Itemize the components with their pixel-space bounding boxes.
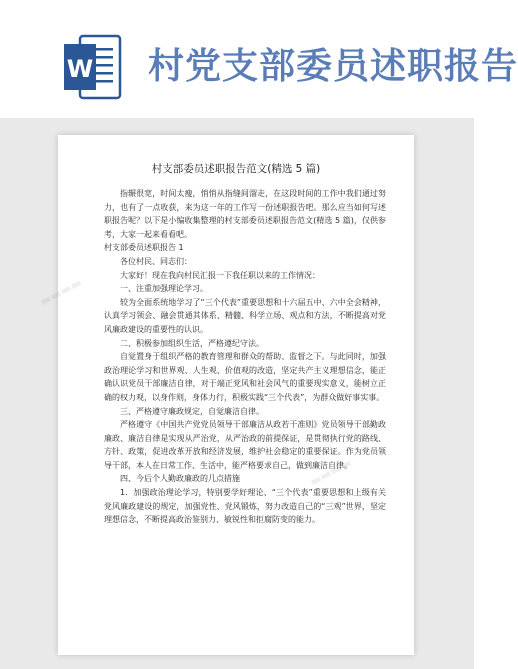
- document-paragraph: 各位村民、同志们：: [120, 256, 192, 266]
- watermark: ▬▬▬▬: [37, 275, 84, 309]
- word-document-icon: [64, 34, 122, 100]
- document-paragraph: 严格遵守《中国共产党党员领导干部廉洁从政若干准则》党员领导干部勤政廉政、廉洁自律是实现从严治党，从严治政的前提保证，是贯彻执行党的路线、方针、政策，促进改革开放和经济发展，维护社会稳定的重要保证。作为党员领导干部，本人在日常工作、生活中，能严格要求自己，做到廉洁自律。: [104, 420, 386, 470]
- document-paragraph: 四、今后个人勤政廉政的几点措施: [120, 474, 240, 484]
- watermark: ▬▬▬▬: [307, 455, 354, 489]
- document-body: [104, 187, 386, 527]
- header-banner: [0, 0, 518, 118]
- document-page: [37, 135, 414, 655]
- document-paragraph: 村支部委员述职报告 1: [104, 243, 184, 253]
- document-paragraph: 三、严格遵守廉政规定，自觉廉洁自律。: [120, 406, 264, 416]
- document-title: 村支部委员述职报告范文(精选 5 篇): [151, 163, 321, 175]
- document-paragraph: 较为全面系统地学习了“三个代表”重要思想和十六届五中、六中全会精神，认真学习领会、融会贯通其体系、精髓、科学立场、观点和方法，不断提高对党风廉政建设的重要性的认识。: [104, 297, 386, 334]
- document-paragraph: 大家好！现在我向村民汇报一下我任职以来的工作情况：: [120, 270, 320, 280]
- document-paragraph: 自觉置身于组织严格的教育管理和群众的帮助、监督之下。与此同时，加强政治理论学习和世界观、人生观、价值观的改造，坚定共产主义理想信念，能正确认识党员干部廉洁自律，对于端正党风和社会风气的重要现实意义，能树立正确的权力观，以身作则，身体力行，积极实践“三个代表”，为群众做好事实事。: [104, 352, 386, 402]
- document-paragraph: 二、积极参加组织生活，严格遵纪守法。: [120, 338, 264, 348]
- document-paragraph: 一、注重加强理论学习。: [120, 284, 208, 294]
- document-paragraph: 1．加强政治理论学习，特别要学好理论、“三个代表”重要思想和上级有关党风廉政建设的规定，加强党性、党风锻炼，努力改造自己的“三观”世界，坚定理想信念，不断提高政治鉴别力、敏锐性和拒腐防变的能力。: [104, 488, 386, 525]
- document-paragraph: 指辗很宽，时间太瘦，悄悄从指缝间溜走，在这段时间的工作中我们通过努力，也有了一点收获，来为这一年的工作写一份述职报告吧。那么应当如何写述职报告呢？以下是小编收集整理的村支部委员述职报告范文(精选 5 篇)，仅供参考，大家一起来看看吧。: [104, 189, 386, 239]
- word-icon-letter: W: [66, 55, 94, 83]
- banner-title: 村党支部委员述职报告: [148, 45, 518, 87]
